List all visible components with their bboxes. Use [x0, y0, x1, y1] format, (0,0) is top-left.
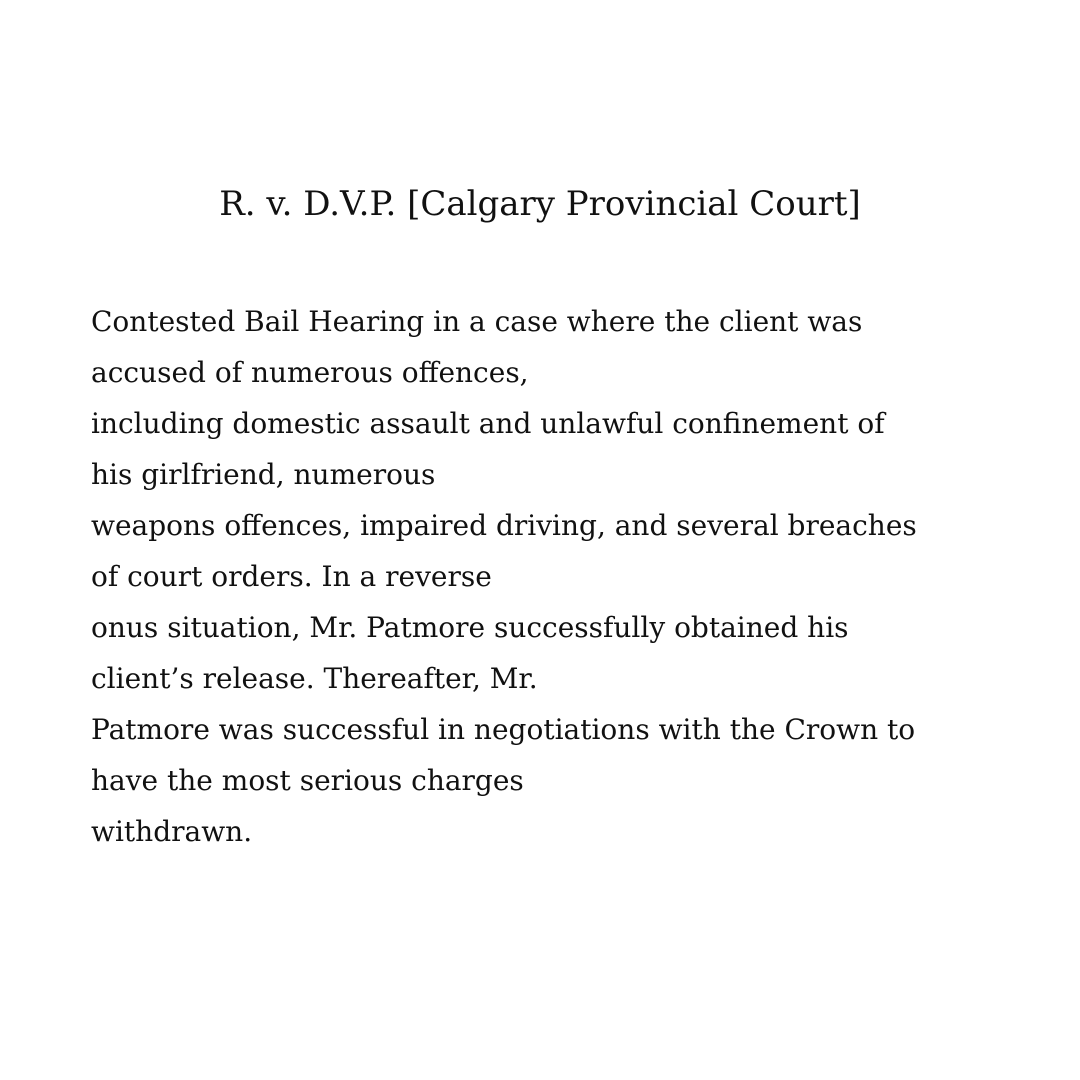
text-line: including domestic assault and unlawful confinement of [91, 407, 885, 440]
text-line: Patmore was successful in negotiations with the Crown to [91, 713, 916, 746]
text-line: Contested Bail Hearing in a case where the client was [91, 305, 863, 338]
text-line: onus situation, Mr. Patmore successfully obtained his [91, 611, 849, 644]
text-line: accused of numerous offences, [91, 356, 529, 389]
text-line: withdrawn. [91, 815, 253, 848]
text-line: client’s release. Thereafter, Mr. [91, 662, 538, 695]
case-description [91, 296, 991, 857]
text-line: have the most serious charges [91, 764, 524, 797]
text-line: of court orders. In a reverse [91, 560, 492, 593]
text-line: weapons offences, impaired driving, and several breaches [91, 509, 917, 542]
text-line: his girlfriend, numerous [91, 458, 436, 491]
document-title: R. v. D.V.P. [Calgary Provincial Court] [219, 184, 861, 224]
